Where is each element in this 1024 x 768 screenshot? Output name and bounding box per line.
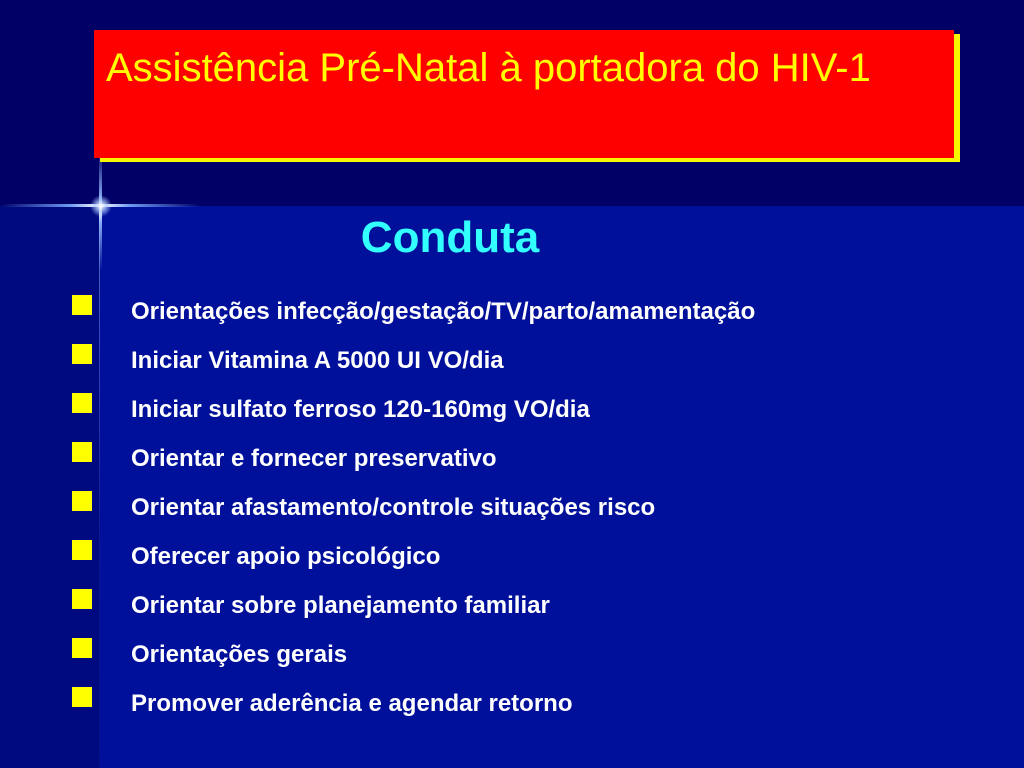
yellow-square-bullet-icon — [72, 344, 92, 364]
flare-vertical-line — [99, 206, 100, 768]
yellow-square-bullet-icon — [72, 442, 92, 462]
yellow-square-bullet-icon — [72, 540, 92, 560]
slide-title: Assistência Pré-Natal à portadora do HIV-1 — [106, 46, 871, 90]
bullet-text: Iniciar sulfato ferroso 120-160mg VO/dia — [131, 396, 590, 423]
slide-left-strip — [0, 206, 100, 768]
bullet-text: Orientações gerais — [131, 641, 348, 668]
bullet-text: Oferecer apoio psicológico — [131, 543, 441, 570]
bullet-text: Promover aderência e agendar retorno — [131, 690, 573, 717]
yellow-square-bullet-icon — [72, 295, 92, 315]
bullet-text: Orientações infecção/gestação/TV/parto/amamentação — [131, 298, 756, 325]
bullet-text: Orientar sobre planejamento familiar — [131, 592, 550, 619]
yellow-square-bullet-icon — [72, 589, 92, 609]
bullet-text: Iniciar Vitamina A 5000 UI VO/dia — [131, 347, 504, 374]
yellow-square-bullet-icon — [72, 491, 92, 511]
yellow-square-bullet-icon — [72, 687, 92, 707]
bullet-text: Orientar e fornecer preservativo — [131, 445, 497, 472]
slide-subtitle: Conduta — [360, 213, 540, 262]
yellow-square-bullet-icon — [72, 393, 92, 413]
title-box — [94, 30, 954, 158]
bullet-text: Orientar afastamento/controle situações risco — [131, 494, 656, 521]
yellow-square-bullet-icon — [72, 638, 92, 658]
